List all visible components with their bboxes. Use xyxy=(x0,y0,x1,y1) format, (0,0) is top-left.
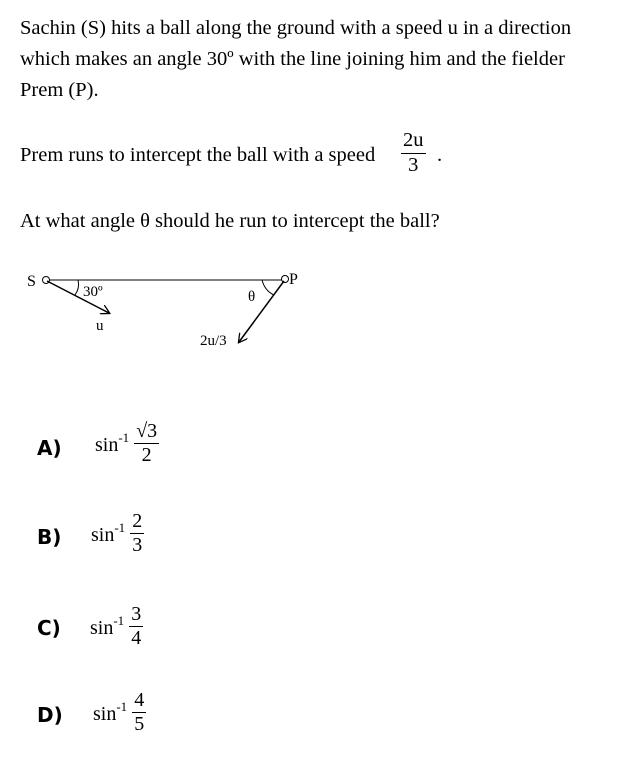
option-a-fraction xyxy=(134,421,159,466)
question-paragraph-3: At what angle θ should he run to intercept the ball? xyxy=(20,210,440,232)
option-b-denominator: 3 xyxy=(132,534,143,556)
option-b-expression[interactable] xyxy=(91,511,144,556)
option-a-denominator: 2 xyxy=(141,444,152,466)
speed-sentence-period: . xyxy=(437,144,443,166)
geometry-diagram xyxy=(0,262,620,362)
option-d-exponent: -1 xyxy=(116,699,128,714)
option-a-fn: sin xyxy=(95,434,119,456)
option-a-exponent: -1 xyxy=(118,430,130,445)
speed-fraction xyxy=(401,130,426,176)
option-c-fraction xyxy=(129,604,143,649)
label-angle-30: 30º xyxy=(83,284,103,300)
option-d-denominator: 5 xyxy=(134,713,145,735)
label-theta: θ xyxy=(248,289,256,305)
option-b-numerator: 2 xyxy=(132,510,143,532)
option-b-fraction xyxy=(130,511,144,556)
option-d-fn: sin xyxy=(93,703,117,725)
option-d-fraction xyxy=(132,690,146,735)
option-a-function xyxy=(95,430,129,457)
option-b-letter[interactable]: B) xyxy=(37,525,62,549)
label-u: u xyxy=(96,318,104,334)
option-a-numerator: √3 xyxy=(136,420,158,442)
option-a-expression[interactable] xyxy=(95,421,159,466)
option-b-function xyxy=(91,520,125,547)
angle-theta-arc xyxy=(262,280,274,295)
option-c-fn: sin xyxy=(90,617,114,639)
option-b-exponent: -1 xyxy=(114,520,126,535)
angle-30-arc xyxy=(75,280,79,295)
label-s: S xyxy=(27,273,36,290)
prem-velocity-arrow xyxy=(239,281,284,342)
option-c-expression[interactable] xyxy=(90,604,143,649)
option-c-function xyxy=(90,613,124,640)
option-c-exponent: -1 xyxy=(113,613,125,628)
option-c-numerator: 3 xyxy=(131,603,142,625)
option-b-fn: sin xyxy=(91,524,115,546)
point-p-dot xyxy=(282,276,289,283)
speed-fraction-denominator: 3 xyxy=(408,153,419,176)
option-c-denominator: 4 xyxy=(131,627,142,649)
option-a-letter[interactable]: A) xyxy=(37,436,62,460)
option-d-numerator: 4 xyxy=(134,689,145,711)
speed-sentence: Prem runs to intercept the ball with a speed xyxy=(20,144,376,166)
option-d-expression[interactable] xyxy=(93,690,146,735)
question-paragraph-1: Sachin (S) hits a ball along the ground with a speed u in a direction which makes an angle 30º with the line joining him and the fielder Prem (P). xyxy=(20,17,572,101)
label-p: P xyxy=(289,271,298,288)
speed-fraction-numerator: 2u xyxy=(401,130,426,154)
question-paragraph-2 xyxy=(20,140,375,171)
option-c-letter[interactable]: C) xyxy=(37,616,61,640)
label-2u3: 2u/3 xyxy=(200,333,227,349)
option-d-function xyxy=(93,699,127,726)
option-d-letter[interactable]: D) xyxy=(37,703,63,727)
